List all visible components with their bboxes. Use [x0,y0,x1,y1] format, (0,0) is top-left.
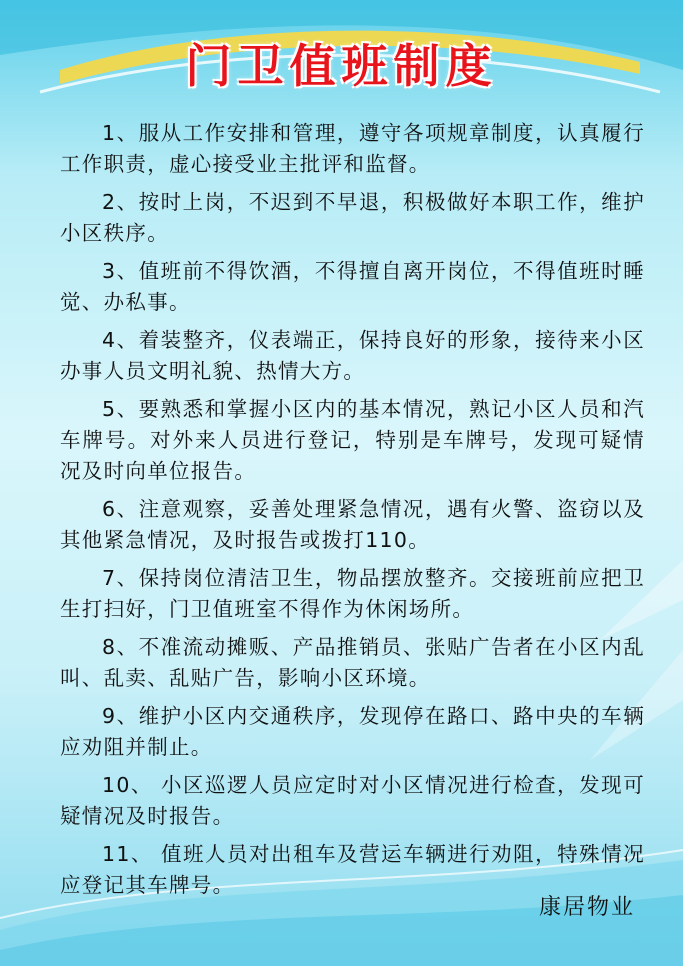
rules-list [60,118,645,908]
rule-item: 3、值班前不得饮酒，不得擅自离开岗位，不得值班时睡觉、办私事。 [60,259,645,314]
organization-signature: 康居物业 [538,895,635,920]
rule-item: 9、维护小区内交通秩序，发现停在路口、路中央的车辆应劝阻并制止。 [60,704,645,759]
rule-item: 11、 值班人员对出租车及营运车辆进行劝阻，特殊情况应登记其车牌号。 [60,842,645,897]
rule-item: 6、注意观察，妥善处理紧急情况，遇有火警、盗窃以及其他紧急情况，及时报告或拨打110。 [60,497,645,552]
rule-item: 7、保持岗位清洁卫生，物品摆放整齐。交接班前应把卫生打扫好，门卫值班室不得作为休闲场所。 [60,566,645,621]
rule-item: 8、不准流动摊贩、产品推销员、张贴广告者在小区内乱叫、乱卖、乱贴广告，影响小区环境。 [60,635,645,690]
rule-item: 1、服从工作安排和管理，遵守各项规章制度，认真履行工作职责，虚心接受业主批评和监督。 [60,121,645,176]
rule-item: 2、按时上岗，不迟到不早退，积极做好本职工作，维护小区秩序。 [60,190,645,245]
page-title: 门卫值班制度 [185,39,498,93]
rule-item: 10、 小区巡逻人员应定时对小区情况进行检查，发现可疑情况及时报告。 [60,773,645,828]
rule-item: 4、着装整齐，仪表端正，保持良好的形象，接待来小区办事人员文明礼貌、热情大方。 [60,328,645,383]
rule-item: 5、要熟悉和掌握小区内的基本情况，熟记小区人员和汽车牌号。对外来人员进行登记，特别是车牌号，发现可疑情况及时向单位报告。 [60,397,645,483]
